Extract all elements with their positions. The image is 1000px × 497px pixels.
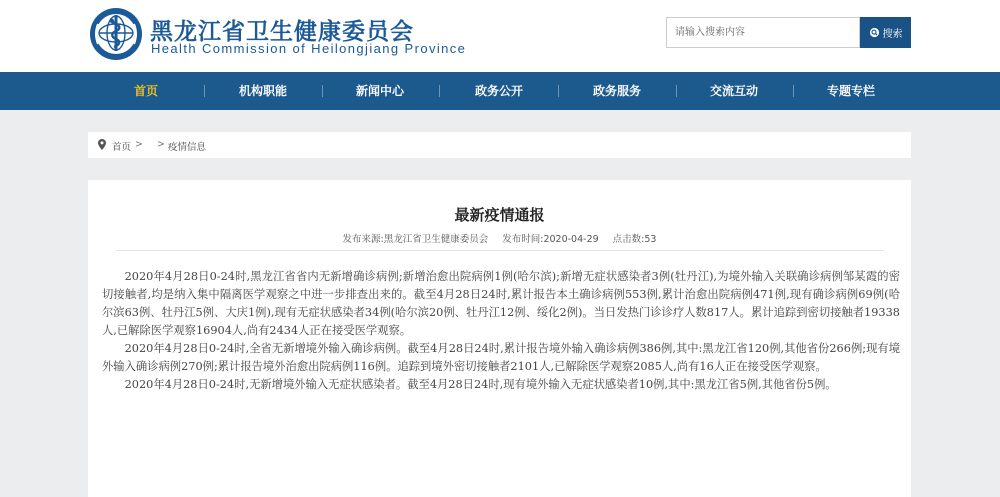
date-label: 发布时间: bbox=[502, 234, 544, 245]
search-button[interactable] bbox=[860, 17, 911, 48]
clicks-value: 53 bbox=[644, 234, 657, 245]
nav-divider bbox=[322, 85, 323, 97]
who-emblem-icon[interactable] bbox=[88, 6, 144, 62]
nav-item-news[interactable]: 新闻中心 bbox=[355, 84, 405, 98]
search-button-label: 搜索 bbox=[882, 29, 903, 40]
article-panel bbox=[88, 180, 911, 497]
main-nav bbox=[0, 72, 1000, 110]
date-value: 2020-04-29 bbox=[543, 234, 599, 245]
site-subtitle: Health Commission of Heilongjiang Province bbox=[151, 41, 467, 56]
article-meta bbox=[88, 231, 911, 245]
breadcrumb-current-link[interactable]: 疫情信息 bbox=[168, 142, 207, 153]
breadcrumb bbox=[88, 132, 911, 158]
nav-divider bbox=[558, 85, 559, 97]
article-title: 最新疫情通报 bbox=[454, 206, 545, 224]
article-paragraph: 2020年4月28日0-24时,黑龙江省省内无新增确诊病例;新增治愈出院病例1例(哈尔滨);新增无症状感染者3例(牡丹江),为境外输入关联确诊病例邹某霞的密切接触者,均是纳入集中隔离医学观察之中进一步排查出来的。截至4月28日24时,累计报告本土确诊病例553例,累计治愈出院病例471例,现有确诊病例69例(哈尔滨63例、牡丹江5例、大庆1例),现有无症状感染者34例(哈尔滨20例、牡丹江12例、绥化2例)。当日发热门诊诊疗人数817人。累计追踪到密切接触者19338人,已解除医学观察16904人,尚有2434人正在接受医学观察。 bbox=[102, 270, 900, 337]
nav-item-gov-affairs[interactable]: 政务公开 bbox=[474, 84, 524, 98]
site-title: 黑龙江省卫生健康委员会 bbox=[150, 19, 414, 45]
search-input[interactable] bbox=[666, 17, 860, 48]
location-pin-icon bbox=[98, 139, 106, 150]
breadcrumb-separator: > bbox=[135, 139, 143, 150]
nav-divider bbox=[439, 85, 440, 97]
clicks-label: 点击数: bbox=[612, 234, 645, 245]
nav-item-gov-services[interactable]: 政务服务 bbox=[592, 84, 642, 98]
nav-divider bbox=[793, 85, 794, 97]
article-paragraph: 2020年4月28日0-24时,无新增境外输入无症状感染者。截至4月28日24时,现有境外输入无症状感染者10例,其中:黑龙江省5例,其他省份5例。 bbox=[124, 378, 837, 391]
article-body bbox=[102, 268, 900, 394]
search-icon bbox=[869, 27, 880, 38]
breadcrumb-separator: > bbox=[157, 139, 165, 150]
nav-item-home[interactable]: 首页 bbox=[133, 84, 159, 98]
breadcrumb-home-link[interactable]: 首页 bbox=[112, 142, 132, 153]
site-header bbox=[0, 0, 1000, 72]
nav-item-topics[interactable]: 专题专栏 bbox=[826, 84, 876, 98]
nav-item-institution[interactable]: 机构职能 bbox=[238, 84, 288, 98]
divider bbox=[116, 250, 884, 251]
source-value: 黑龙江省卫生健康委员会 bbox=[383, 234, 489, 245]
nav-divider bbox=[204, 85, 205, 97]
article-paragraph: 2020年4月28日0-24时,全省无新增境外输入确诊病例。截至4月28日24时,累计报告境外输入确诊病例386例,其中:黑龙江省120例,其他省份266例;现有境外输入确诊病例270例;累计报告境外治愈出院病例116例。追踪到境外密切接触者2101人,已解除医学观察2085人,尚有16人正在接受医学观察。 bbox=[102, 342, 900, 373]
nav-divider bbox=[676, 85, 677, 97]
nav-item-interaction[interactable]: 交流互动 bbox=[709, 84, 759, 98]
source-label: 发布来源: bbox=[342, 234, 384, 245]
